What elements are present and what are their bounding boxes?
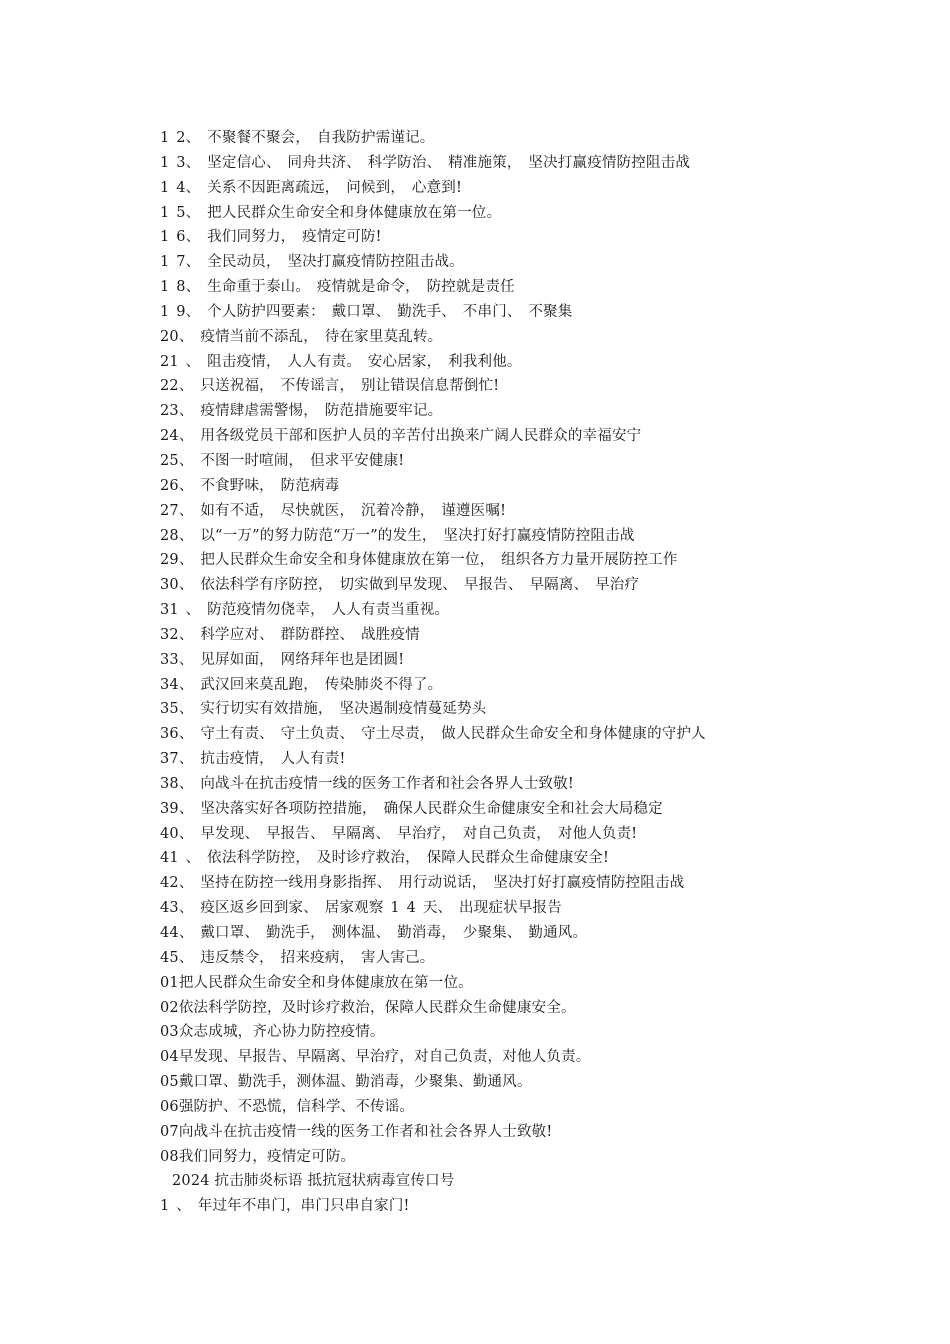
document-body bbox=[160, 126, 920, 1219]
slogan-line-06: 06强防护、不恐慌，信科学、不传谣。 bbox=[160, 1098, 415, 1115]
slogan-line-03: 03众志成城，齐心协力防控疫情。 bbox=[160, 1024, 385, 1041]
slogan-line-05: 05戴口罩、勤洗手，测体温、勤消毒，少聚集、勤通风。 bbox=[160, 1074, 532, 1091]
slogan-line-34: 34、 武汉回来莫乱跑， 传染肺炎不得了。 bbox=[160, 676, 443, 693]
slogan-line-22: 22、 只送祝福， 不传谣言， 别让错误信息帮倒忙! bbox=[160, 378, 500, 395]
slogan-line-04: 04早发现、早报告、早隔离、早治疗，对自己负责，对他人负责。 bbox=[160, 1049, 591, 1066]
slogan-line-27: 27、 如有不适， 尽快就医， 沉着冷静， 谨遵医嘱! bbox=[160, 502, 507, 519]
slogan-line-43: 43、 疫区返乡回到家、 居家观察 1 4 天、 出现症状早报告 bbox=[160, 900, 562, 917]
slogan-line-31: 31 、 防范疫情勿侥幸， 人人有责当重视。 bbox=[160, 602, 450, 619]
slogan-line-35: 35、 实行切实有效措施， 坚决遏制疫情蔓延势头 bbox=[160, 701, 487, 718]
slogan-line-16: 1 6、 我们同努力， 疫情定可防! bbox=[160, 229, 382, 246]
slogan-line-40: 40、 早发现、 早报告、 早隔离、 早治疗， 对自己负责， 对他人负责! bbox=[160, 825, 638, 842]
slogan-line-44: 44、 戴口罩、 勤洗手， 测体温、 勤消毒， 少聚集、 勤通风。 bbox=[160, 925, 588, 941]
slogan-line-18: 1 8、 生命重于泰山。 疫情就是命令， 防控就是责任 bbox=[160, 279, 515, 296]
slogan-line-17: 1 7、 全民动员， 坚决打赢疫情防控阻击战。 bbox=[160, 254, 464, 271]
slogan-line-25: 25、 不图一时喧闹， 但求平安健康! bbox=[160, 452, 405, 469]
slogan-line-01: 01把人民群众生命安全和身体健康放在第一位。 bbox=[160, 974, 473, 991]
slogan-line-08: 08我们同努力，疫情定可防。 bbox=[160, 1148, 356, 1165]
slogan-line-33: 33、 见屏如面， 网络拜年也是团圆! bbox=[160, 651, 405, 668]
slogan-line-28: 28、 以“一万”的努力防范“万一”的发生， 坚决打好打赢疫情防控阻击战 bbox=[160, 527, 635, 544]
slogan-line-15: 1 5、 把人民群众生命安全和身体健康放在第一位。 bbox=[160, 204, 502, 221]
slogan-line-24: 24、 用各级党员干部和医护人员的辛苦付出换来广阔人民群众的幸福安宁 bbox=[160, 428, 642, 445]
slogan-line-41: 41 、 依法科学防控， 及时诊疗救治， 保障人民群众生命健康安全! bbox=[160, 850, 610, 867]
slogan-line-37: 37、 抗击疫情， 人人有责! bbox=[160, 751, 346, 768]
slogan-line-21: 21 、 阻击疫情， 人人有责。 安心居家， 利我利他。 bbox=[160, 353, 522, 370]
slogan-line-20: 20、 疫情当前不添乱， 待在家里莫乱转。 bbox=[160, 328, 443, 345]
slogan-line-23: 23、 疫情肆虐需警惕， 防范措施要牢记。 bbox=[160, 403, 443, 420]
slogan-line-19: 1 9、 个人防护四要素： 戴口罩、 勤洗手、 不串门、 不聚集 bbox=[160, 303, 573, 320]
slogan-line-12: 1 2、 不聚餐不聚会， 自我防护需谨记。 bbox=[160, 130, 435, 146]
slogan-line-42: 42、 坚持在防控一线用身影指挥、 用行动说话， 坚决打好打赢疫情防控阻击战 bbox=[160, 875, 685, 892]
slogan-line-30: 30、 依法科学有序防控， 切实做到早发现、 早报告、 早隔离、 早治疗 bbox=[160, 577, 640, 594]
slogan-line-26: 26、 不食野味， 防范病毒 bbox=[160, 477, 340, 494]
slogan-line-02: 02依法科学防控，及时诊疗救治，保障人民群众生命健康安全。 bbox=[160, 999, 576, 1016]
slogan-line-39: 39、 坚决落实好各项防控措施， 确保人民群众生命健康安全和社会大局稳定 bbox=[160, 800, 663, 817]
slogan-line-13: 1 3、 坚定信心、 同舟共济、 科学防治、 精准施策， 坚决打赢疫情防控阻击战 bbox=[160, 154, 691, 171]
section-title: 2024 抗击肺炎标语 抵抗冠状病毒宣传口号 bbox=[172, 1173, 455, 1190]
slogan-line-38: 38、 向战斗在抗击疫情一线的医务工作者和社会各界人士致敬! bbox=[160, 775, 574, 792]
slogan-line-14: 1 4、 关系不因距离疏远， 问候到， 心意到! bbox=[160, 179, 463, 196]
slogan-line-1: 1 、 年过年不串门，串门只串自家门! bbox=[160, 1198, 410, 1215]
slogan-line-29: 29、 把人民群众生命安全和身体健康放在第一位， 组织各方力量开展防控工作 bbox=[160, 552, 678, 569]
slogan-line-32: 32、 科学应对、 群防群控、 战胜疫情 bbox=[160, 626, 420, 643]
slogan-line-45: 45、 违反禁令， 招来疫病， 害人害己。 bbox=[160, 949, 435, 966]
slogan-line-07: 07向战斗在抗击疫情一线的医务工作者和社会各界人士致敬! bbox=[160, 1123, 553, 1140]
slogan-line-36: 36、 守土有责、 守土负责、 守土尽责， 做人民群众生命安全和身体健康的守护人 bbox=[160, 726, 706, 743]
